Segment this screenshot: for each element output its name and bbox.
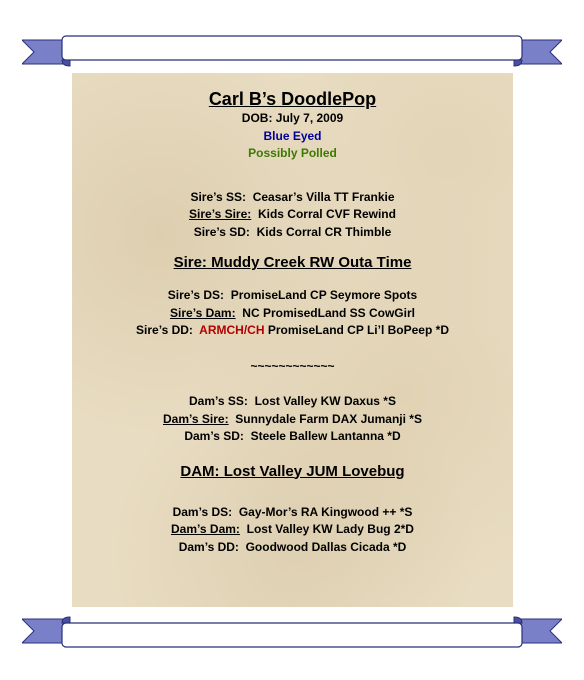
- sires-sire-label: Sire’s Sire:: [189, 207, 252, 221]
- sires-dd-label: Sire’s DD:: [136, 323, 193, 337]
- dams-dd-row: [72, 539, 513, 557]
- sires-dd-value: PromiseLand CP Li’l BoPeep *D: [267, 323, 449, 337]
- sires-sd-row: [72, 224, 513, 242]
- section-separator: ~~~~~~~~~~~~: [250, 358, 335, 373]
- dams-sire-label: Dam’s Sire:: [163, 411, 229, 426]
- dams-sd-row: [72, 428, 513, 446]
- sires-dam-row: [72, 305, 513, 323]
- sires-dam-value: NC PromisedLand SS CowGirl: [242, 305, 415, 320]
- dam-heading: DAM: Lost Valley JUM Lovebug: [180, 462, 405, 480]
- pedigree-content: [72, 73, 513, 556]
- animal-name-title: Carl B’s DoodlePop: [208, 89, 377, 109]
- sires-ss-value: Ceasar’s Villa TT Frankie: [252, 189, 395, 204]
- sires-dd-row: [72, 322, 513, 340]
- sires-ss-row: [72, 189, 513, 207]
- dams-dam-row: [72, 521, 513, 539]
- dams-dd-value: Goodwood Dallas Cicada *D: [245, 539, 407, 554]
- sires-dam-label: Sire’s Dam:: [170, 305, 236, 320]
- sires-ds-row: [72, 287, 513, 305]
- dams-dd-label: Dam’s DD:: [178, 539, 239, 554]
- dams-ss-row: [72, 393, 513, 411]
- dams-sd-value: Steele Ballew Lantanna *D: [250, 429, 401, 443]
- sire-heading: Sire: Muddy Creek RW Outa Time: [173, 254, 412, 271]
- sires-sire-row: [72, 206, 513, 224]
- dams-ss-value: Lost Valley KW Daxus *S: [254, 394, 396, 408]
- dams-ds-row: [72, 504, 513, 522]
- dams-sd-label: Dam’s SD:: [184, 429, 244, 443]
- bottom-ribbon-banner: [22, 615, 562, 649]
- sires-ds-value: PromiseLand CP Seymore Spots: [230, 288, 418, 302]
- dams-sire-row: [72, 411, 513, 429]
- dams-sire-value: Sunnydale Farm DAX Jumanji *S: [235, 411, 422, 426]
- dams-dam-label: Dam’s Dam:: [171, 522, 240, 536]
- top-ribbon-banner: [22, 34, 562, 68]
- dams-dam-value: Lost Valley KW Lady Bug 2*D: [246, 522, 414, 536]
- dams-ds-label: Dam’s DS:: [172, 504, 233, 519]
- sires-sd-value: Kids Corral CR Thimble: [256, 224, 392, 239]
- sires-sire-value: Kids Corral CVF Rewind: [257, 207, 396, 221]
- date-of-birth: DOB: July 7, 2009: [241, 111, 344, 125]
- dams-ss-label: Dam’s SS:: [189, 394, 248, 408]
- polled-status: Possibly Polled: [248, 146, 337, 160]
- sires-sd-label: Sire’s SD:: [193, 224, 250, 239]
- sires-ds-label: Sire’s DS:: [167, 288, 225, 302]
- sires-ss-label: Sire’s SS:: [190, 189, 247, 204]
- dams-ds-value: Gay-Mor’s RA Kingwood ++ *S: [238, 504, 413, 519]
- sires-dd-title: ARMCH/CH: [199, 323, 265, 337]
- eye-color: Blue Eyed: [263, 128, 322, 143]
